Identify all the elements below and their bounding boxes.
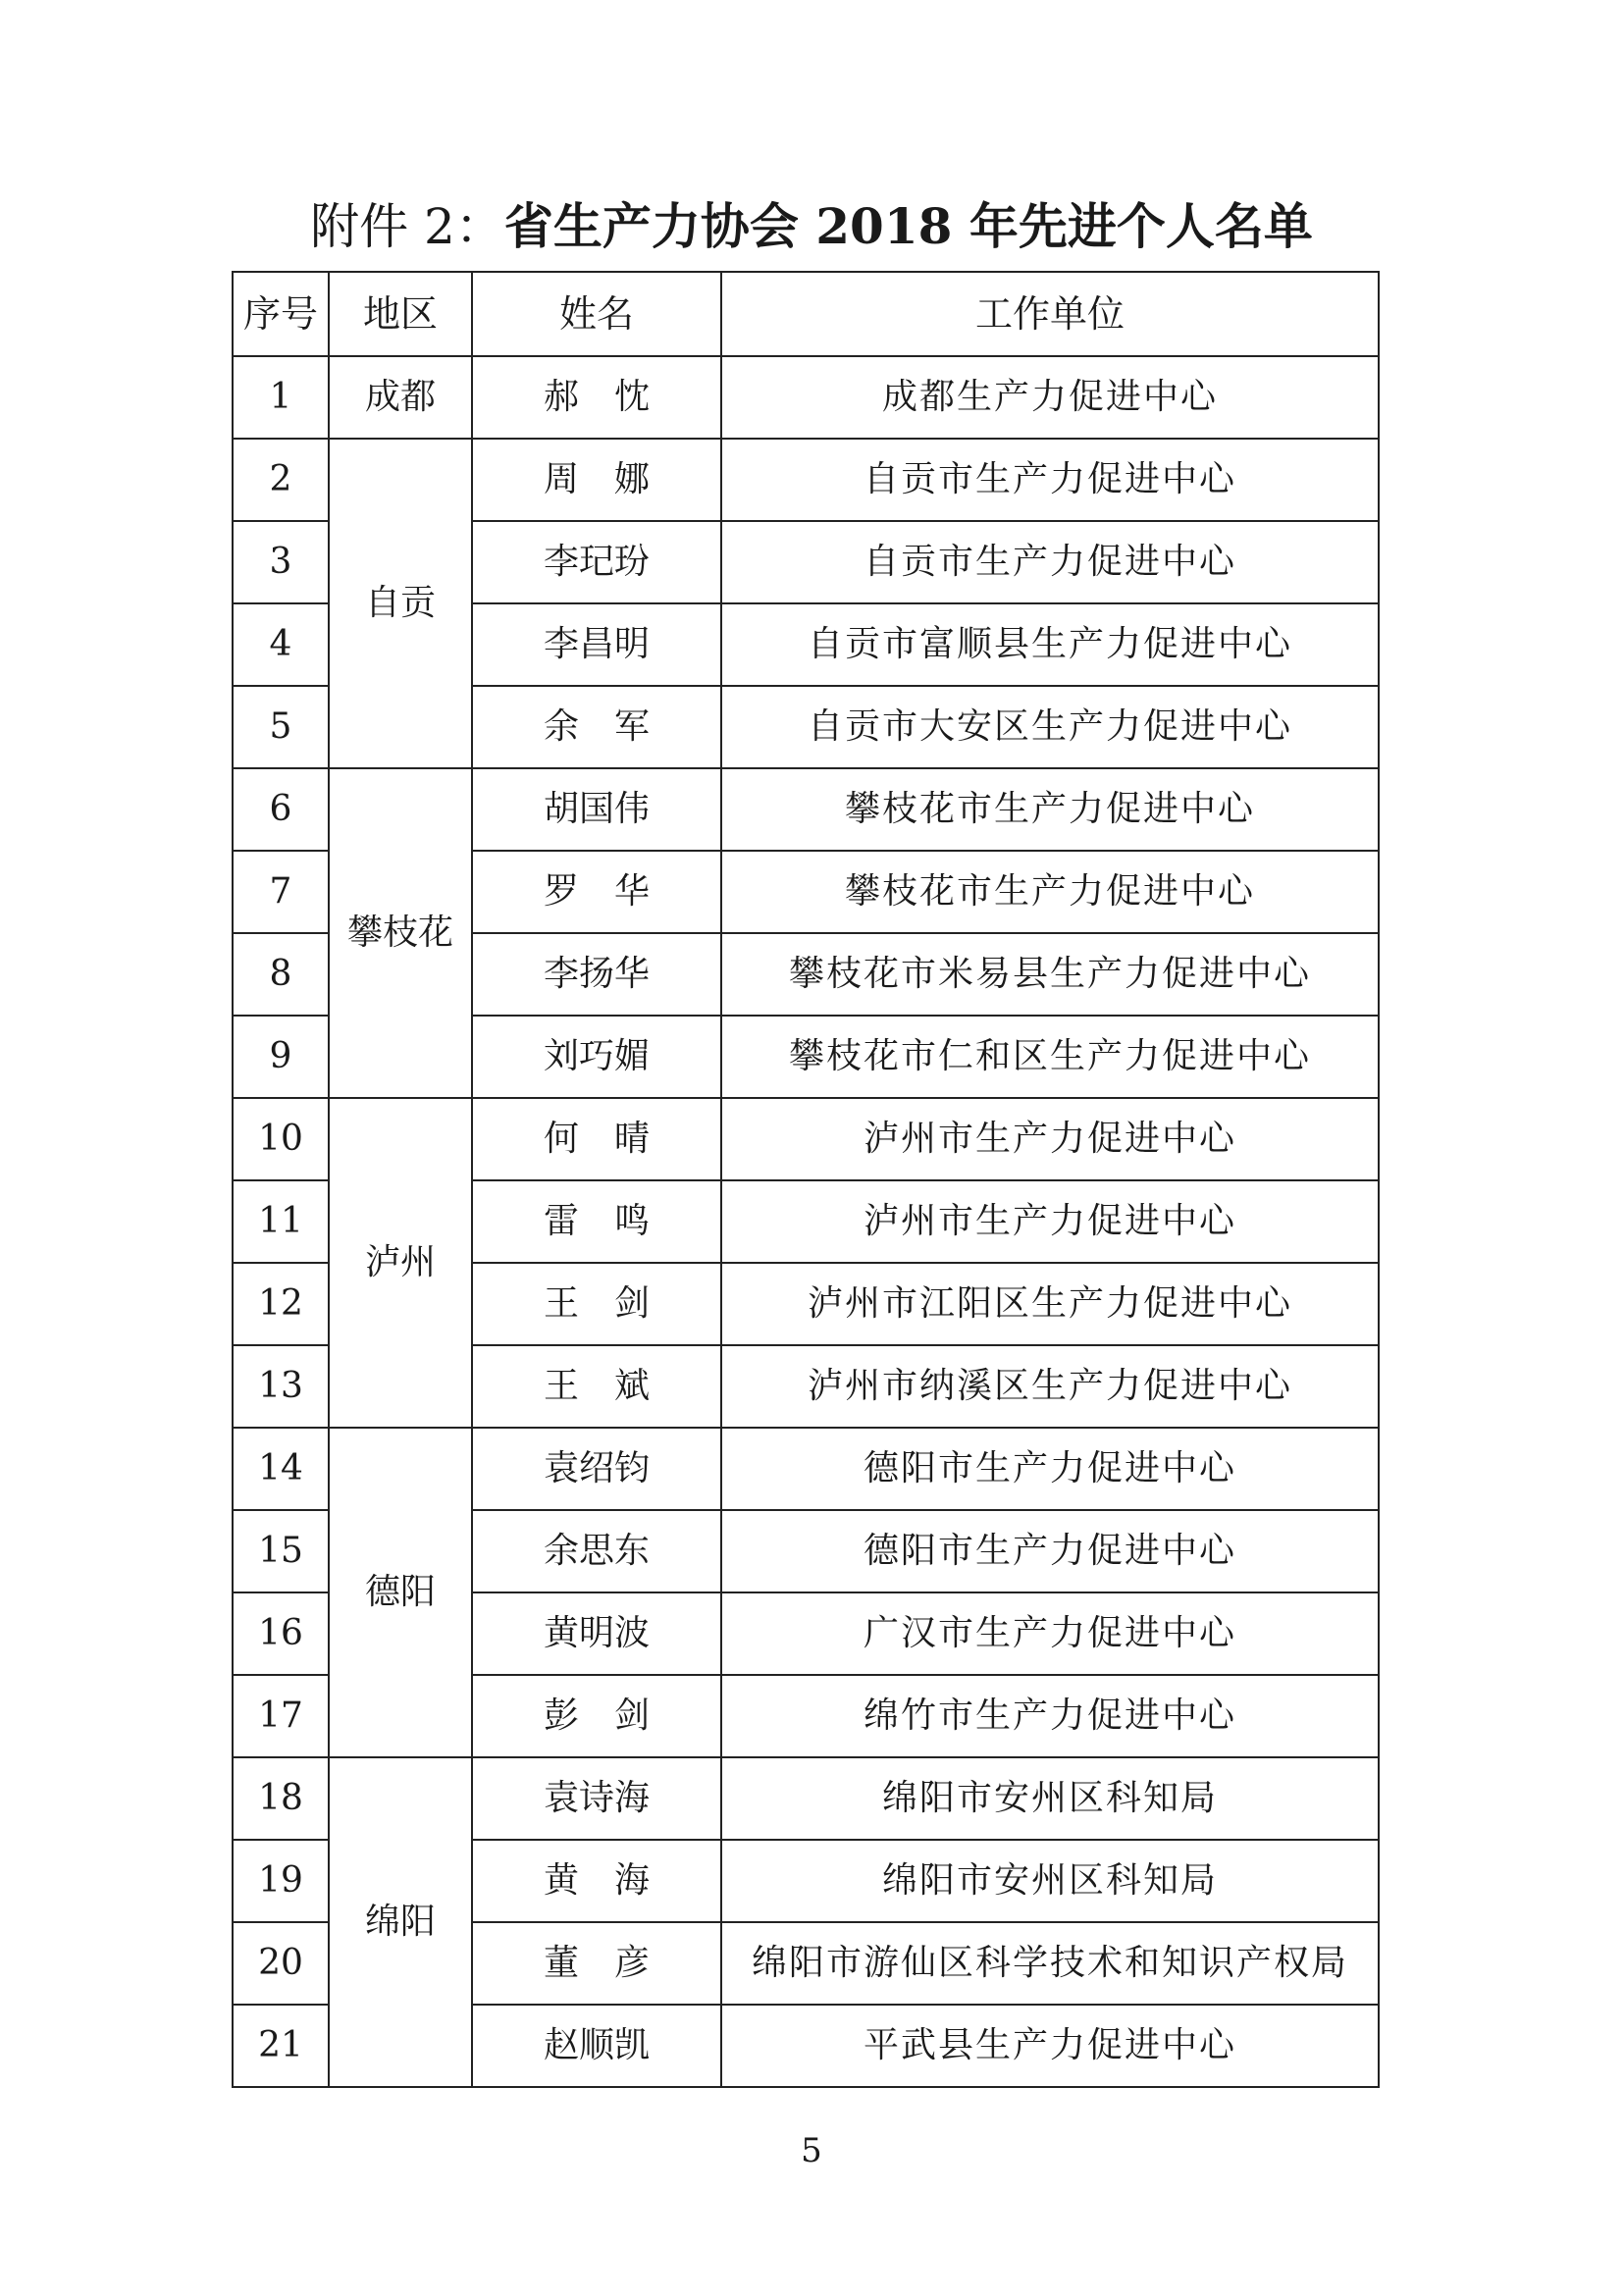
cell-no: 15 bbox=[233, 1510, 329, 1592]
cell-unit: 泸州市纳溪区生产力促进中心 bbox=[721, 1345, 1379, 1428]
header-unit: 工作单位 bbox=[721, 272, 1379, 356]
cell-region: 泸州 bbox=[329, 1098, 472, 1428]
cell-unit: 泸州市生产力促进中心 bbox=[721, 1180, 1379, 1263]
cell-unit: 自贡市富顺县生产力促进中心 bbox=[721, 603, 1379, 686]
cell-name: 胡国伟 bbox=[472, 768, 721, 851]
table-row bbox=[233, 1098, 1379, 1180]
table-row bbox=[233, 1428, 1379, 1510]
cell-name: 董 彦 bbox=[472, 1922, 721, 2005]
cell-unit: 绵阳市安州区科知局 bbox=[721, 1840, 1379, 1922]
cell-no: 8 bbox=[233, 933, 329, 1016]
cell-region: 绵阳 bbox=[329, 1757, 472, 2087]
cell-name: 赵顺凯 bbox=[472, 2005, 721, 2087]
cell-no: 1 bbox=[233, 356, 329, 439]
cell-region: 德阳 bbox=[329, 1428, 472, 1757]
header-no: 序号 bbox=[233, 272, 329, 356]
cell-no: 6 bbox=[233, 768, 329, 851]
cell-name: 罗 华 bbox=[472, 851, 721, 933]
cell-no: 20 bbox=[233, 1922, 329, 2005]
cell-unit: 德阳市生产力促进中心 bbox=[721, 1510, 1379, 1592]
page-number: 5 bbox=[801, 2131, 822, 2170]
cell-unit: 自贡市大安区生产力促进中心 bbox=[721, 686, 1379, 768]
cell-name: 刘巧媚 bbox=[472, 1016, 721, 1098]
cell-no: 19 bbox=[233, 1840, 329, 1922]
cell-name: 袁绍钧 bbox=[472, 1428, 721, 1510]
cell-unit: 德阳市生产力促进中心 bbox=[721, 1428, 1379, 1510]
cell-no: 21 bbox=[233, 2005, 329, 2087]
cell-no: 3 bbox=[233, 521, 329, 603]
cell-name: 余 军 bbox=[472, 686, 721, 768]
cell-no: 10 bbox=[233, 1098, 329, 1180]
cell-unit: 攀枝花市仁和区生产力促进中心 bbox=[721, 1016, 1379, 1098]
cell-no: 4 bbox=[233, 603, 329, 686]
cell-no: 16 bbox=[233, 1592, 329, 1675]
cell-no: 11 bbox=[233, 1180, 329, 1263]
cell-no: 2 bbox=[233, 439, 329, 521]
cell-name: 郝 忱 bbox=[472, 356, 721, 439]
cell-no: 18 bbox=[233, 1757, 329, 1840]
cell-unit: 广汉市生产力促进中心 bbox=[721, 1592, 1379, 1675]
cell-no: 17 bbox=[233, 1675, 329, 1757]
header-region: 地区 bbox=[329, 272, 472, 356]
table-row bbox=[233, 356, 1379, 439]
table-header-row bbox=[233, 272, 1379, 356]
cell-name: 周 娜 bbox=[472, 439, 721, 521]
table-row bbox=[233, 439, 1379, 521]
cell-region: 成都 bbox=[329, 356, 472, 439]
cell-no: 5 bbox=[233, 686, 329, 768]
cell-name: 王 斌 bbox=[472, 1345, 721, 1428]
cell-unit: 自贡市生产力促进中心 bbox=[721, 521, 1379, 603]
cell-unit: 泸州市生产力促进中心 bbox=[721, 1098, 1379, 1180]
cell-name: 李昌明 bbox=[472, 603, 721, 686]
cell-name: 王 剑 bbox=[472, 1263, 721, 1345]
document-title bbox=[0, 192, 1623, 261]
cell-name: 何 晴 bbox=[472, 1098, 721, 1180]
cell-name: 李玘玢 bbox=[472, 521, 721, 603]
cell-region: 自贡 bbox=[329, 439, 472, 768]
cell-no: 14 bbox=[233, 1428, 329, 1510]
cell-name: 李扬华 bbox=[472, 933, 721, 1016]
cell-unit: 绵竹市生产力促进中心 bbox=[721, 1675, 1379, 1757]
table-row bbox=[233, 768, 1379, 851]
title-main: 省生产力协会 2018 年先进个人名单 bbox=[503, 197, 1313, 255]
cell-no: 13 bbox=[233, 1345, 329, 1428]
cell-unit: 绵阳市游仙区科学技术和知识产权局 bbox=[721, 1922, 1379, 2005]
title-prefix: 附件 2： bbox=[310, 198, 504, 255]
cell-unit: 自贡市生产力促进中心 bbox=[721, 439, 1379, 521]
cell-name: 袁诗海 bbox=[472, 1757, 721, 1840]
table-body bbox=[233, 356, 1379, 2087]
cell-unit: 绵阳市安州区科知局 bbox=[721, 1757, 1379, 1840]
cell-no: 12 bbox=[233, 1263, 329, 1345]
table-row bbox=[233, 1757, 1379, 1840]
cell-name: 彭 剑 bbox=[472, 1675, 721, 1757]
cell-unit: 攀枝花市米易县生产力促进中心 bbox=[721, 933, 1379, 1016]
cell-name: 黄明波 bbox=[472, 1592, 721, 1675]
cell-unit: 成都生产力促进中心 bbox=[721, 356, 1379, 439]
cell-name: 余思东 bbox=[472, 1510, 721, 1592]
cell-unit: 平武县生产力促进中心 bbox=[721, 2005, 1379, 2087]
cell-name: 黄 海 bbox=[472, 1840, 721, 1922]
cell-unit: 攀枝花市生产力促进中心 bbox=[721, 768, 1379, 851]
cell-name: 雷 鸣 bbox=[472, 1180, 721, 1263]
cell-unit: 泸州市江阳区生产力促进中心 bbox=[721, 1263, 1379, 1345]
cell-no: 7 bbox=[233, 851, 329, 933]
cell-no: 9 bbox=[233, 1016, 329, 1098]
header-name: 姓名 bbox=[472, 272, 721, 356]
cell-region: 攀枝花 bbox=[329, 768, 472, 1098]
awardees-table bbox=[232, 271, 1380, 2088]
cell-unit: 攀枝花市生产力促进中心 bbox=[721, 851, 1379, 933]
